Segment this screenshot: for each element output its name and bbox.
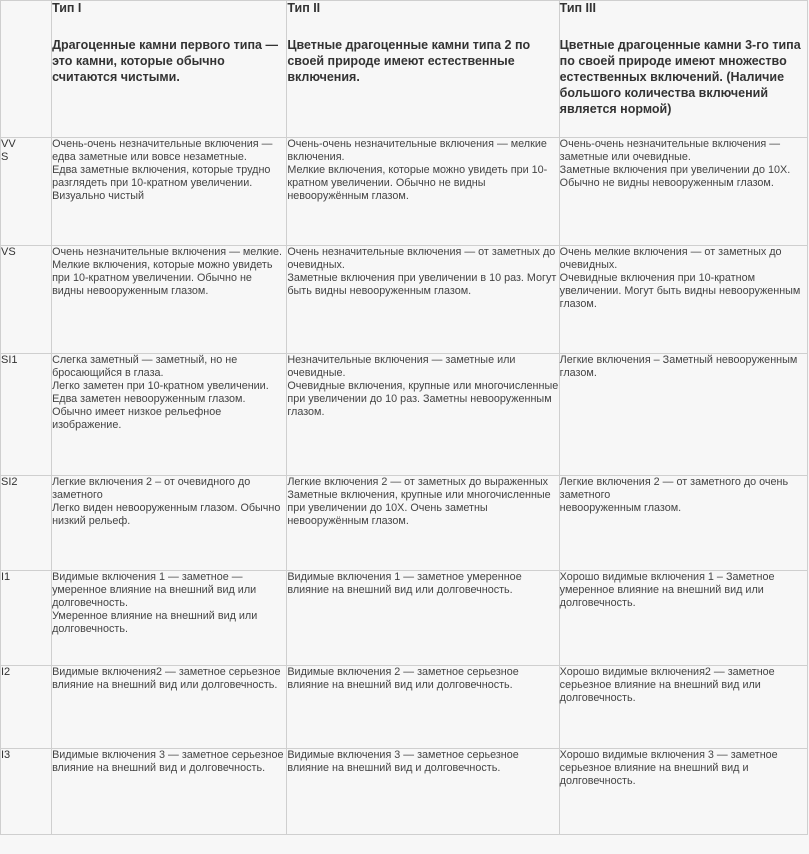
header-type3-cell bbox=[559, 1, 807, 138]
type1-title: Тип I bbox=[52, 1, 82, 15]
type2-cell: Видимые включения 2 — заметное серьезное влияние на внешний вид или долговечность. bbox=[287, 666, 559, 749]
type1-description: Драгоценные камни первого типа — это камни, которые обычно считаются чистыми. bbox=[52, 38, 278, 84]
type3-cell: Легкие включения 2 — от заметного до очень заметного невооруженным глазом. bbox=[559, 476, 807, 571]
table-row-vs bbox=[1, 246, 808, 354]
type3-cell: Очень-очень незначительные включения — заметные или очевидные. Заметные включения при увеличении до 10X. Обычно не видны невооруженным глазом. bbox=[559, 138, 807, 246]
type2-description: Цветные драгоценные камни типа 2 по своей природе имеют естественные включения. bbox=[287, 38, 531, 84]
type2-cell: Незначительные включения — заметные или очевидные. Очевидные включения, крупные или многочисленные при увеличении до 10 раз. Заметны невооруженным глазом. bbox=[287, 354, 559, 476]
type3-description: Цветные драгоценные камни 3-го типа по своей природе имеют множество естественных включений. (Наличие большого количества включений является нормой) bbox=[559, 38, 801, 116]
type3-title: Тип III bbox=[559, 1, 596, 15]
type1-cell: Слегка заметный — заметный, но не бросающийся в глаза. Легко заметен при 10-кратном увеличении. Едва заметен невооруженным глазом. Обычно имеет низкое рельефное изображение. bbox=[52, 354, 287, 476]
type2-cell: Легкие включения 2 — от заметных до выраженных Заметные включения, крупные или многочисленные при увеличении до 10X. Очень заметны невооружённым глазом. bbox=[287, 476, 559, 571]
table-row-si2 bbox=[1, 476, 808, 571]
type1-cell: Очень-очень незначительные включения — едва заметные или вовсе незаметные. Едва заметные включения, которые трудно разглядеть при 10-кратном увеличении. Визуально чистый bbox=[52, 138, 287, 246]
type3-cell: Очень мелкие включения — от заметных до очевидных. Очевидные включения при 10-кратном увеличении. Могут быть видны невооруженным глазом. bbox=[559, 246, 807, 354]
type3-cell: Хорошо видимые включения 1 – Заметное умеренное влияние на внешний вид или долговечность. bbox=[559, 571, 807, 666]
table-row-vvs bbox=[1, 138, 808, 246]
type2-title: Тип II bbox=[287, 1, 321, 15]
type3-cell: Легкие включения – Заметный невооруженным глазом. bbox=[559, 354, 807, 476]
header-type1-cell bbox=[52, 1, 287, 138]
type2-cell: Очень-очень незначительные включения — мелкие включения. Мелкие включения, которые можно увидеть при 10-кратном увеличении. Обычно не видны невооружённым глазом. bbox=[287, 138, 559, 246]
grade-label: I2 bbox=[1, 666, 52, 749]
table-row-i1 bbox=[1, 571, 808, 666]
type1-cell: Видимые включения 1 — заметное — умеренное влияние на внешний вид или долговечность. Умеренное влияние на внешний вид или долговечность. bbox=[52, 571, 287, 666]
type3-cell: Хорошо видимые включения 3 — заметное серьезное влияние на внешний вид и долговечность. bbox=[559, 749, 807, 835]
type1-cell: Видимые включения 3 — заметное серьезное влияние на внешний вид и долговечность. bbox=[52, 749, 287, 835]
header-grade-cell bbox=[1, 1, 52, 138]
table-row-i3 bbox=[1, 749, 808, 835]
grade-label: SI2 bbox=[1, 476, 52, 571]
type2-cell: Очень незначительные включения — от заметных до очевидных. Заметные включения при увеличении в 10 раз. Могут быть видны невооруженным глазом. bbox=[287, 246, 559, 354]
type1-cell: Легкие включения 2 – от очевидного до заметного Легко виден невооруженным глазом. Обычно низкий рельеф. bbox=[52, 476, 287, 571]
header-row bbox=[1, 1, 808, 138]
grade-label: VS bbox=[1, 246, 52, 354]
grade-label: SI1 bbox=[1, 354, 52, 476]
table-row-i2 bbox=[1, 666, 808, 749]
type1-cell: Очень незначительные включения — мелкие. Мелкие включения, которые можно увидеть при 10-кратном увеличении. Обычно не видны невооруженным глазом. bbox=[52, 246, 287, 354]
table-row-si1 bbox=[1, 354, 808, 476]
header-type2-cell bbox=[287, 1, 559, 138]
grade-label: VV S bbox=[1, 138, 52, 246]
grade-label: I1 bbox=[1, 571, 52, 666]
type2-cell: Видимые включения 1 — заметное умеренное влияние на внешний вид или долговечность. bbox=[287, 571, 559, 666]
type3-cell: Хорошо видимые включения2 — заметное серьезное влияние на внешний вид или долговечность. bbox=[559, 666, 807, 749]
grade-label: I3 bbox=[1, 749, 52, 835]
type2-cell: Видимые включения 3 — заметное серьезное влияние на внешний вид и долговечность. bbox=[287, 749, 559, 835]
type1-cell: Видимые включения2 — заметное серьезное влияние на внешний вид или долговечность. bbox=[52, 666, 287, 749]
